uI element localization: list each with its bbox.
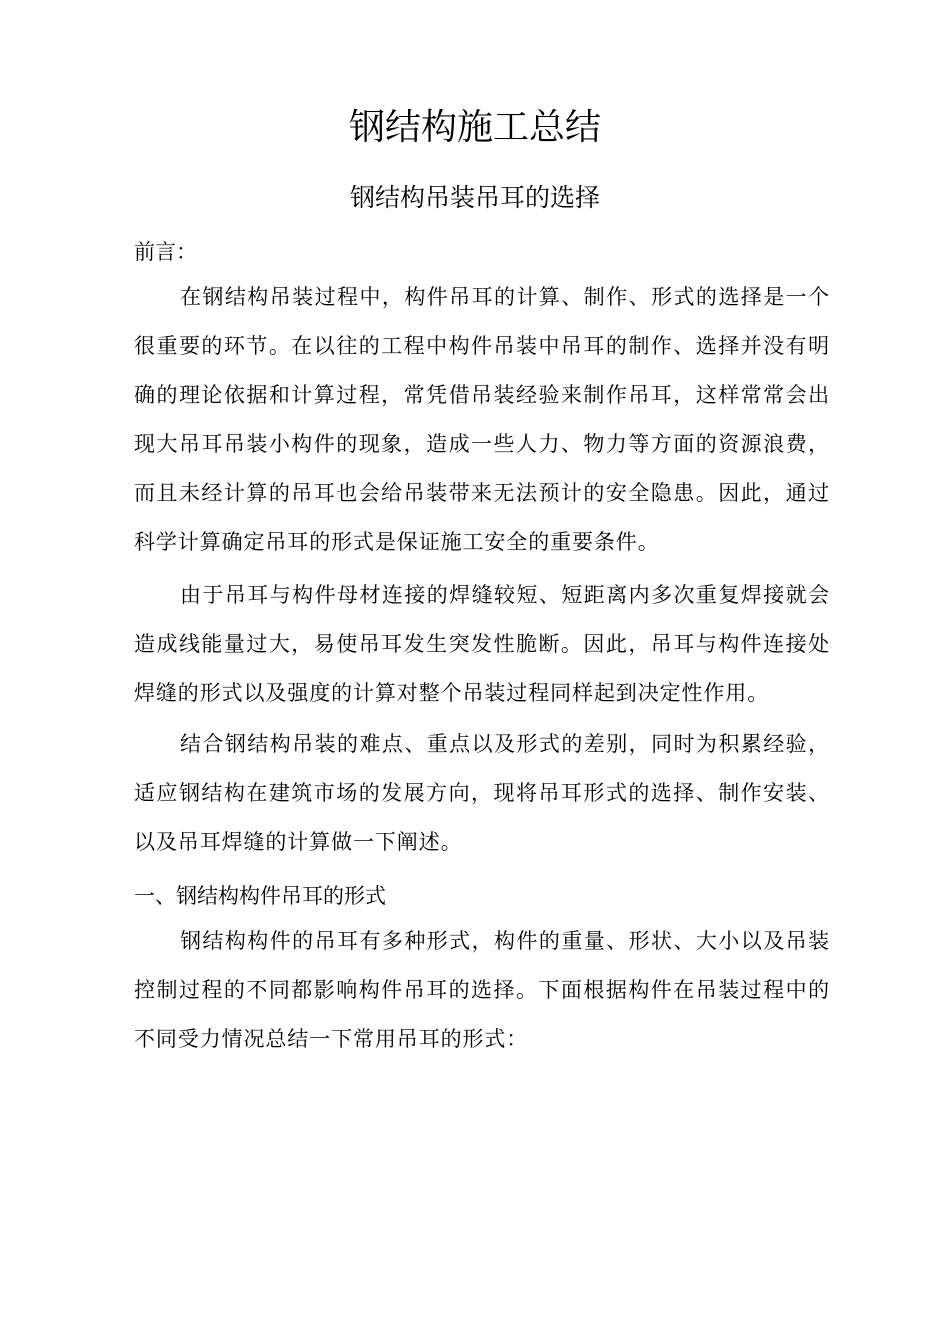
preface-paragraph-2: 由于吊耳与构件母材连接的焊缝较短、短距离内多次重复焊接就会造成线能量过大，易使吊耳发生突发性脆断。因此，吊耳与构件连接处焊缝的形式以及强度的计算对整个吊装过程同样起到决定性作用。 [134,583,830,705]
document-title: 钢结构施工总结 [348,107,601,148]
section-1-paragraph: 钢结构构件的吊耳有多种形式，构件的重量、形状、大小以及吊装控制过程的不同都影响构件吊耳的选择。下面根据构件在吊装过程中的不同受力情况总结一下常用吊耳的形式： [134,929,830,1051]
preface-label: 前言： [134,240,197,264]
preface-paragraph-3: 结合钢结构吊装的难点、重点以及形式的差别，同时为积累经验，适应钢结构在建筑市场的发展方向，现将吊耳形式的选择、制作安装、以及吊耳焊缝的计算做一下阐述。 [134,732,830,854]
section-heading-1: 一、钢结构构件吊耳的形式 [134,884,386,908]
preface-paragraph-1: 在钢结构吊装过程中，构件吊耳的计算、制作、形式的选择是一个很重要的环节。在以往的工程中构件吊装中吊耳的制作、选择并没有明确的理论依据和计算过程，常凭借吊装经验来制作吊耳，这样常常会出现大吊耳吊装小构件的现象，造成一些人力、物力等方面的资源浪费，而且未经计算的吊耳也会给吊装带来无法预计的安全隐患。因此，通过科学计算确定吊耳的形式是保证施工安全的重要条件。 [134,285,830,554]
document-subtitle: 钢结构吊装吊耳的选择 [349,183,600,212]
